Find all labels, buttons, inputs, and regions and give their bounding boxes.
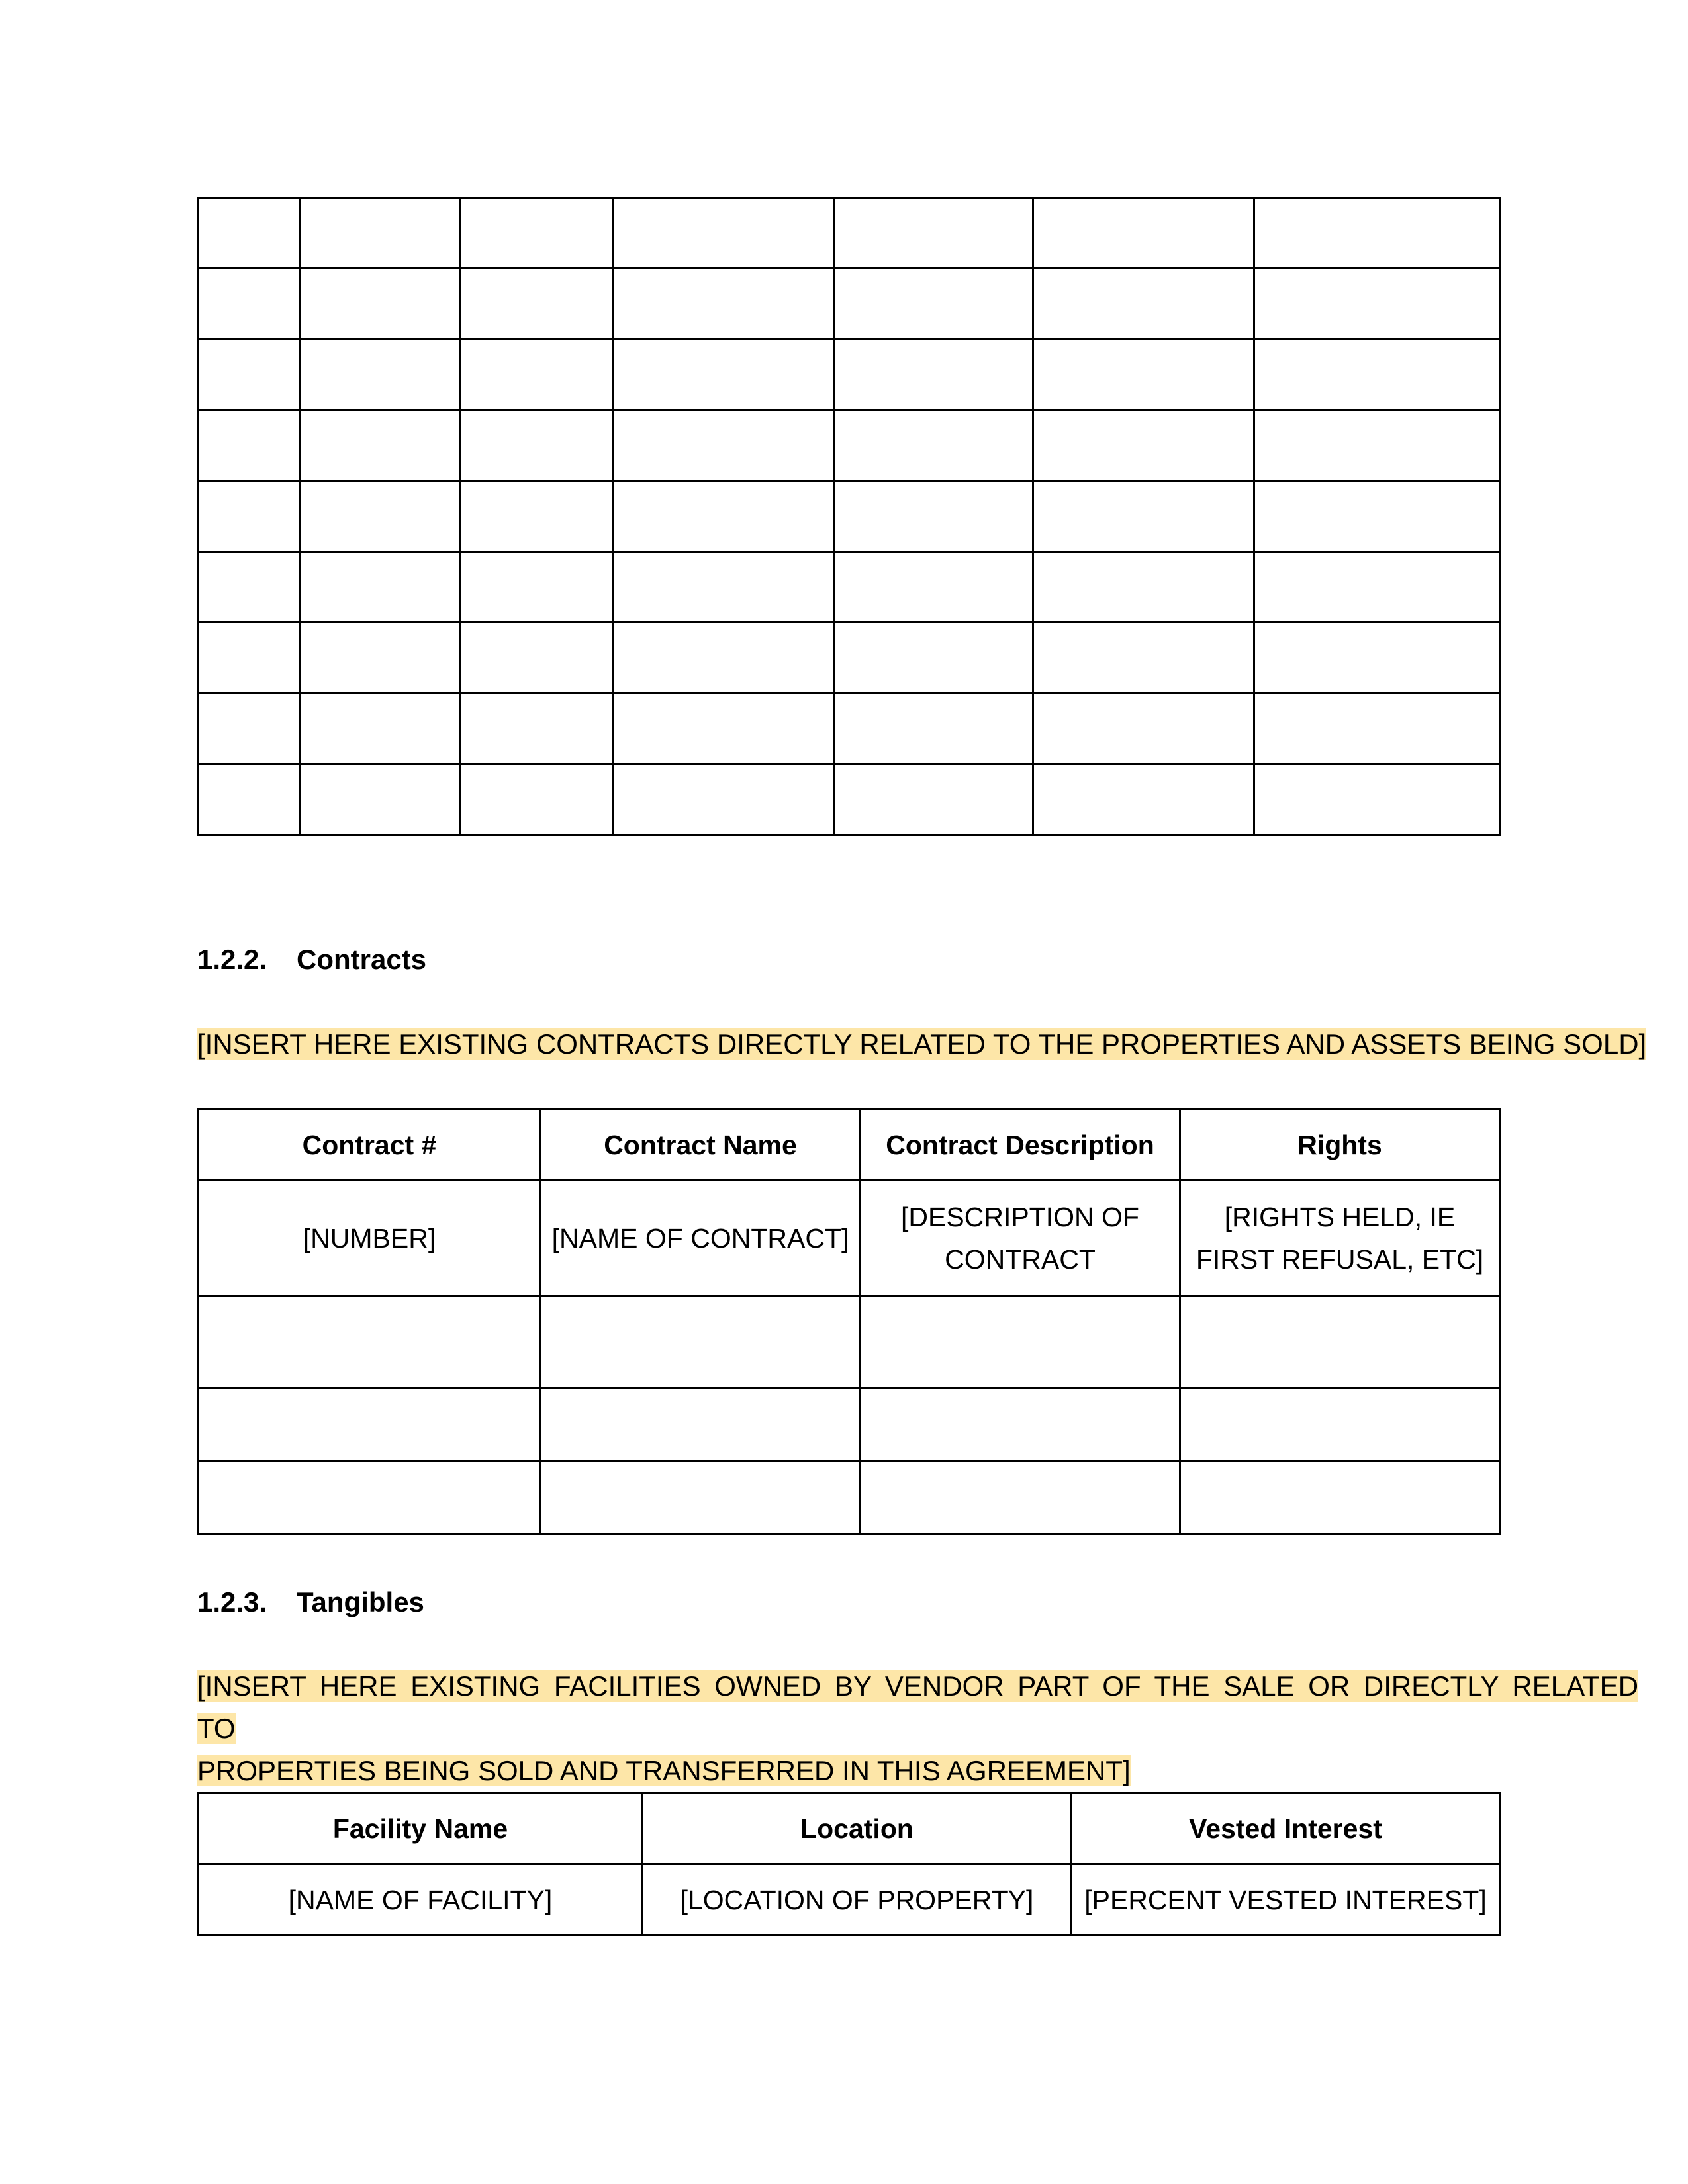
table-row (199, 481, 1500, 552)
table-header-row (199, 1793, 1500, 1864)
table-cell (1033, 198, 1254, 269)
contracts-table (197, 1108, 1501, 1535)
blank-grid-table (197, 197, 1501, 836)
table-row (199, 1461, 1500, 1534)
table-cell (300, 269, 461, 340)
table-cell (461, 410, 614, 481)
table-cell (835, 694, 1033, 764)
table-cell (199, 694, 300, 764)
table-row (199, 410, 1500, 481)
table-cell (461, 623, 614, 694)
table-cell (1254, 340, 1500, 410)
table-cell (614, 198, 835, 269)
table-cell (300, 198, 461, 269)
table-row (199, 269, 1500, 340)
table-cell (1180, 1296, 1500, 1388)
table-cell (461, 269, 614, 340)
table-cell (614, 552, 835, 623)
tangibles-section-title: Tangibles (297, 1586, 424, 1617)
tangibles-table (197, 1792, 1501, 1936)
table-cell (861, 1296, 1180, 1388)
table-cell: [NAME OF CONTRACT] (541, 1181, 861, 1296)
header-rights: Rights (1180, 1109, 1500, 1181)
contracts-instruction-text: [INSERT HERE EXISTING CONTRACTS DIRECTLY RELATED TO THE PROPERTIES AND ASSETS BEING SOLD] (197, 1028, 1647, 1060)
table-cell (1254, 481, 1500, 552)
table-cell (1254, 764, 1500, 835)
table-cell (1033, 764, 1254, 835)
table-cell (461, 481, 614, 552)
table-row (199, 1296, 1500, 1388)
table-cell: [LOCATION OF PROPERTY] (643, 1864, 1072, 1936)
table-cell (199, 1296, 541, 1388)
table-cell (300, 764, 461, 835)
contracts-instruction (197, 1023, 1646, 1066)
table-cell (199, 198, 300, 269)
table-row (199, 694, 1500, 764)
table-cell: [NUMBER] (199, 1181, 541, 1296)
table-cell (835, 410, 1033, 481)
table-cell (199, 764, 300, 835)
table-cell (835, 481, 1033, 552)
table-cell (1180, 1388, 1500, 1461)
table-cell (461, 764, 614, 835)
table-cell (300, 694, 461, 764)
table-cell (300, 340, 461, 410)
table-cell (614, 269, 835, 340)
table-cell (861, 1461, 1180, 1534)
table-cell (835, 340, 1033, 410)
table-cell (541, 1461, 861, 1534)
table-cell (835, 269, 1033, 340)
table-cell (614, 340, 835, 410)
table-cell (461, 552, 614, 623)
table-cell (614, 694, 835, 764)
table-cell (1180, 1461, 1500, 1534)
table-cell (1254, 552, 1500, 623)
table-cell (1033, 340, 1254, 410)
table-cell (835, 764, 1033, 835)
table-cell (1033, 694, 1254, 764)
table-row (199, 198, 1500, 269)
table-cell (541, 1388, 861, 1461)
table-row (199, 1181, 1500, 1296)
table-cell: [PERCENT VESTED INTEREST] (1072, 1864, 1500, 1936)
table-cell (1033, 623, 1254, 694)
table-cell (614, 481, 835, 552)
contracts-section-number: 1.2.2. (197, 944, 267, 975)
tangibles-heading (197, 1582, 424, 1622)
table-cell (461, 694, 614, 764)
table-row (199, 764, 1500, 835)
table-header-row (199, 1109, 1500, 1181)
table-cell (199, 552, 300, 623)
table-cell (300, 552, 461, 623)
tangibles-section-number: 1.2.3. (197, 1586, 267, 1617)
table-cell (199, 1461, 541, 1534)
table-cell (835, 198, 1033, 269)
table-cell (1254, 694, 1500, 764)
table-cell (1033, 552, 1254, 623)
table-cell (199, 1388, 541, 1461)
table-cell (461, 198, 614, 269)
table-cell (1033, 410, 1254, 481)
table-cell (614, 764, 835, 835)
header-contract-description: Contract Description (861, 1109, 1180, 1181)
tangibles-instruction-line-1: [INSERT HERE EXISTING FACILITIES OWNED BY VENDOR PART OF THE SALE OR DIRECTLY RELATED TO (197, 1670, 1639, 1744)
table-row (199, 340, 1500, 410)
contracts-section-title: Contracts (297, 944, 427, 975)
header-vested-interest: Vested Interest (1072, 1793, 1500, 1864)
table-row (199, 1388, 1500, 1461)
table-cell (1254, 269, 1500, 340)
header-contract-name: Contract Name (541, 1109, 861, 1181)
table-cell: [NAME OF FACILITY] (199, 1864, 643, 1936)
table-cell (541, 1296, 861, 1388)
table-cell: [DESCRIPTION OF CONTRACT (861, 1181, 1180, 1296)
table-cell (199, 340, 300, 410)
header-contract-number: Contract # (199, 1109, 541, 1181)
table-cell (199, 481, 300, 552)
table-cell (614, 410, 835, 481)
table-cell (1254, 198, 1500, 269)
table-cell (861, 1388, 1180, 1461)
header-location: Location (643, 1793, 1072, 1864)
table-cell: [RIGHTS HELD, IE FIRST REFUSAL, ETC] (1180, 1181, 1500, 1296)
table-cell (461, 340, 614, 410)
table-cell (199, 410, 300, 481)
table-row (199, 552, 1500, 623)
table-row (199, 1864, 1500, 1936)
table-row (199, 623, 1500, 694)
table-cell (1254, 410, 1500, 481)
blank-grid-body (199, 198, 1500, 835)
tangibles-instruction (197, 1665, 1688, 1792)
table-cell (199, 623, 300, 694)
table-cell (1033, 481, 1254, 552)
table-cell (300, 410, 461, 481)
table-cell (835, 552, 1033, 623)
header-facility-name: Facility Name (199, 1793, 643, 1864)
table-cell (1254, 623, 1500, 694)
table-cell (614, 623, 835, 694)
table-cell (300, 481, 461, 552)
table-cell (199, 269, 300, 340)
table-cell (1033, 269, 1254, 340)
tangibles-instruction-line-2: PROPERTIES BEING SOLD AND TRANSFERRED IN THIS AGREEMENT] (197, 1755, 1131, 1786)
table-cell (300, 623, 461, 694)
table-cell (835, 623, 1033, 694)
contracts-heading (197, 940, 426, 979)
